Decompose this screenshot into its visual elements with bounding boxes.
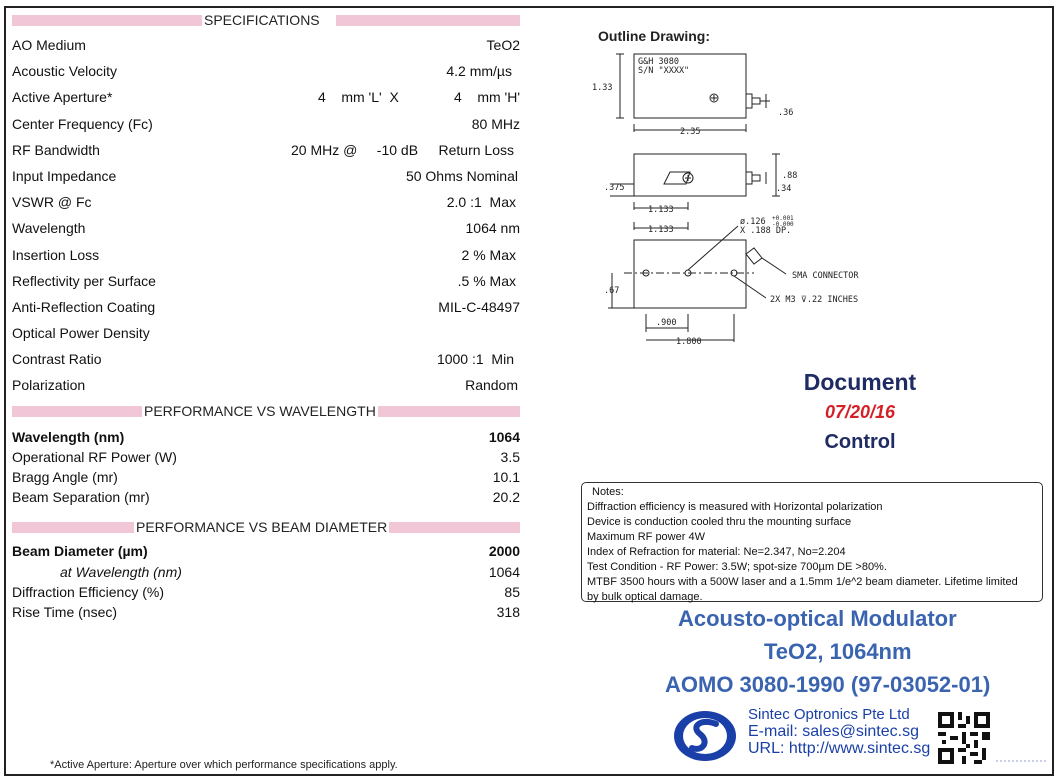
row-value: TeO2 bbox=[486, 37, 520, 53]
row-label: Operational RF Power (W) bbox=[12, 448, 177, 465]
row-value: 4 mm 'H' bbox=[453, 89, 520, 106]
top-connector-tip bbox=[752, 98, 760, 104]
dim-1800: 1.800 bbox=[676, 337, 702, 347]
row-value: 85 bbox=[504, 583, 520, 600]
row-label: Contrast Ratio bbox=[12, 351, 102, 368]
hole-tol-plus: +0.001 bbox=[772, 215, 794, 222]
row-value: MIL-C-48497 bbox=[438, 298, 520, 315]
note-line: Device is conduction cooled thru the mounting surface bbox=[587, 516, 852, 528]
row-value: 318 bbox=[496, 603, 520, 620]
note-line: Diffraction efficiency is measured with Horizontal polarization bbox=[587, 501, 883, 513]
table-row bbox=[12, 268, 520, 294]
table-row bbox=[12, 487, 520, 507]
qr-code-icon[interactable] bbox=[938, 712, 990, 764]
product-line-1: Acousto-optical Modulator bbox=[678, 606, 957, 631]
row-label: Center Frequency (Fc) bbox=[12, 115, 153, 132]
table-row bbox=[12, 84, 520, 110]
table-row bbox=[12, 346, 520, 372]
product-line-2: TeO2, 1064nm bbox=[764, 639, 912, 664]
row-label: at Wavelength (nm) bbox=[60, 563, 182, 580]
row-label: VSWR @ Fc bbox=[12, 194, 92, 211]
document-title: Document bbox=[803, 369, 917, 395]
dim-67: .67 bbox=[604, 286, 620, 296]
specifications-header bbox=[12, 12, 520, 28]
row-label: Active Aperture* bbox=[12, 89, 113, 106]
table-row bbox=[12, 427, 520, 447]
table-row bbox=[12, 137, 520, 163]
row-value: 80 MHz bbox=[471, 115, 520, 132]
row-value: 3.5 bbox=[500, 448, 520, 465]
note-line: Maximum RF power 4W bbox=[587, 531, 705, 543]
row-value: 1064 bbox=[488, 428, 520, 445]
model-label: G&H 3080 bbox=[638, 57, 679, 67]
row-label: Input Impedance bbox=[12, 167, 117, 184]
table-row bbox=[12, 32, 520, 58]
row-value: Return Loss bbox=[438, 141, 514, 158]
row-label: Rise Time (nsec) bbox=[12, 603, 118, 620]
side-connector-icon bbox=[746, 172, 752, 184]
side-connector-tip bbox=[752, 175, 760, 181]
note-line: by bulk optical damage. bbox=[587, 591, 703, 603]
row-value: 2 % Max bbox=[461, 246, 516, 263]
registered-mark-cross bbox=[711, 95, 717, 101]
decorative-dots bbox=[996, 760, 1046, 764]
dim-900: .900 bbox=[656, 318, 677, 328]
company-contact bbox=[748, 706, 930, 757]
table-row bbox=[12, 163, 520, 189]
table-row bbox=[12, 320, 520, 346]
dim-133: 1.33 bbox=[592, 83, 613, 93]
row-label: Bragg Angle (mr) bbox=[12, 469, 118, 485]
table-row bbox=[12, 602, 520, 622]
dim-375: .375 bbox=[604, 183, 625, 193]
product-line-3: AOMO 3080-1990 (97-03052-01) bbox=[665, 672, 991, 697]
side-view-body bbox=[634, 154, 746, 196]
row-value: 50 Ohms Nominal bbox=[405, 167, 518, 184]
outline-drawing bbox=[590, 44, 890, 354]
document-control-label: Control bbox=[824, 431, 896, 453]
note-line: Index of Refraction for material: Ne=2.347, No=2.204 bbox=[587, 546, 846, 558]
table-row bbox=[12, 372, 520, 398]
row-value: Random bbox=[465, 377, 518, 394]
dim-34: .34 bbox=[776, 184, 792, 194]
hole-leader bbox=[688, 226, 738, 270]
table-row bbox=[12, 562, 520, 582]
row-value: 2.0 :1 Max bbox=[446, 194, 516, 211]
table-row bbox=[12, 111, 520, 137]
table-row bbox=[12, 215, 520, 241]
dim-235: 2.35 bbox=[680, 127, 701, 137]
row-label: Polarization bbox=[12, 377, 86, 394]
row-value: 1064 bbox=[488, 563, 520, 580]
dim-36: .36 bbox=[778, 108, 794, 118]
product-title bbox=[640, 602, 1050, 701]
sintec-logo-icon bbox=[672, 708, 742, 764]
table-row bbox=[12, 189, 520, 215]
perf-beam-table bbox=[12, 541, 520, 622]
company-email[interactable]: E-mail: sales@sintec.sg bbox=[748, 723, 919, 740]
specifications-table bbox=[12, 32, 520, 399]
m3-label: 2X M3 ⊽.22 INCHES bbox=[770, 295, 859, 305]
row-value: 1064 nm bbox=[465, 220, 520, 237]
row-label: Diffraction Efficiency (%) bbox=[12, 583, 164, 600]
specifications-header-text: SPECIFICATIONS bbox=[202, 12, 336, 28]
m3-leader bbox=[734, 276, 766, 298]
perf-beam-header bbox=[12, 519, 520, 535]
dim-1133a: 1.133 bbox=[648, 205, 674, 215]
row-label: Optical Power Density bbox=[12, 325, 150, 342]
hole-note-2: X .188 DP. bbox=[740, 226, 792, 236]
row-label: RF Bandwidth bbox=[12, 141, 100, 158]
top-connector-icon bbox=[746, 94, 752, 108]
row-label: Beam Diameter (µm) bbox=[12, 543, 148, 560]
dim-1133b: 1.133 bbox=[648, 225, 674, 235]
row-value: 20.2 bbox=[492, 489, 520, 506]
row-label: Beam Separation (mr) bbox=[12, 489, 150, 506]
row-label: Acoustic Velocity bbox=[12, 63, 118, 80]
sma-connector-icon bbox=[746, 248, 762, 264]
left-column bbox=[12, 12, 520, 622]
hole-tol-minus: -0.000 bbox=[772, 221, 794, 228]
side-hole-cross bbox=[685, 175, 691, 181]
hole-note-1: ø.126 bbox=[740, 217, 766, 227]
table-row bbox=[12, 242, 520, 268]
row-value: 10.1 bbox=[492, 469, 520, 485]
perf-wavelength-header bbox=[12, 403, 520, 419]
table-row bbox=[12, 447, 520, 467]
row-mid-value: 20 MHz @ -10 dB bbox=[291, 141, 419, 158]
document-date: 07/20/16 bbox=[824, 402, 896, 422]
perf-beam-header-text: PERFORMANCE VS BEAM DIAMETER bbox=[136, 519, 388, 536]
table-row bbox=[12, 541, 520, 561]
document-control-stamp bbox=[760, 365, 960, 459]
row-label: AO Medium bbox=[12, 37, 86, 53]
row-label: Wavelength (nm) bbox=[12, 428, 125, 445]
company-url[interactable]: URL: http://www.sintec.sg bbox=[748, 740, 931, 757]
sma-label: SMA CONNECTOR bbox=[792, 271, 859, 281]
serial-label: S/N "XXXX" bbox=[638, 66, 690, 76]
table-row bbox=[12, 58, 520, 84]
notes-box bbox=[581, 482, 1043, 602]
row-label: Anti-Reflection Coating bbox=[12, 298, 156, 315]
row-label: Insertion Loss bbox=[12, 246, 100, 263]
row-mid-value: 4 mm 'L' X bbox=[318, 89, 399, 106]
company-name: Sintec Optronics Pte Ltd bbox=[748, 706, 910, 723]
perf-wavelength-table bbox=[12, 427, 520, 508]
notes-header: Notes: bbox=[592, 486, 624, 498]
dim-88: .88 bbox=[782, 171, 798, 181]
row-value: .5 % Max bbox=[457, 272, 516, 289]
row-label: Reflectivity per Surface bbox=[12, 272, 156, 289]
bottom-view-body bbox=[634, 240, 746, 308]
note-line: Test Condition - RF Power: 3.5W; spot-size 700µm DE >80%. bbox=[587, 561, 887, 573]
row-value: 4.2 mm/µs bbox=[446, 63, 512, 80]
row-label: Wavelength bbox=[12, 220, 86, 237]
row-value: 2000 bbox=[488, 543, 520, 560]
note-line: MTBF 3500 hours with a 500W laser and a 1.5mm 1/e^2 beam diameter. Lifetime limited bbox=[587, 576, 1018, 588]
dim-133-line bbox=[616, 54, 624, 118]
row-value: 1000 :1 Min bbox=[436, 351, 514, 368]
table-row bbox=[12, 294, 520, 320]
perf-wavelength-header-text: PERFORMANCE VS WAVELENGTH bbox=[144, 402, 376, 419]
active-aperture-footnote: *Active Aperture: Aperture over which performance specifications apply. bbox=[50, 759, 398, 771]
company-block bbox=[672, 706, 942, 766]
dim-36-line bbox=[760, 94, 770, 108]
table-row bbox=[12, 467, 520, 487]
table-row bbox=[12, 582, 520, 602]
outline-drawing-title: Outline Drawing: bbox=[598, 28, 710, 44]
sma-leader bbox=[762, 258, 786, 274]
